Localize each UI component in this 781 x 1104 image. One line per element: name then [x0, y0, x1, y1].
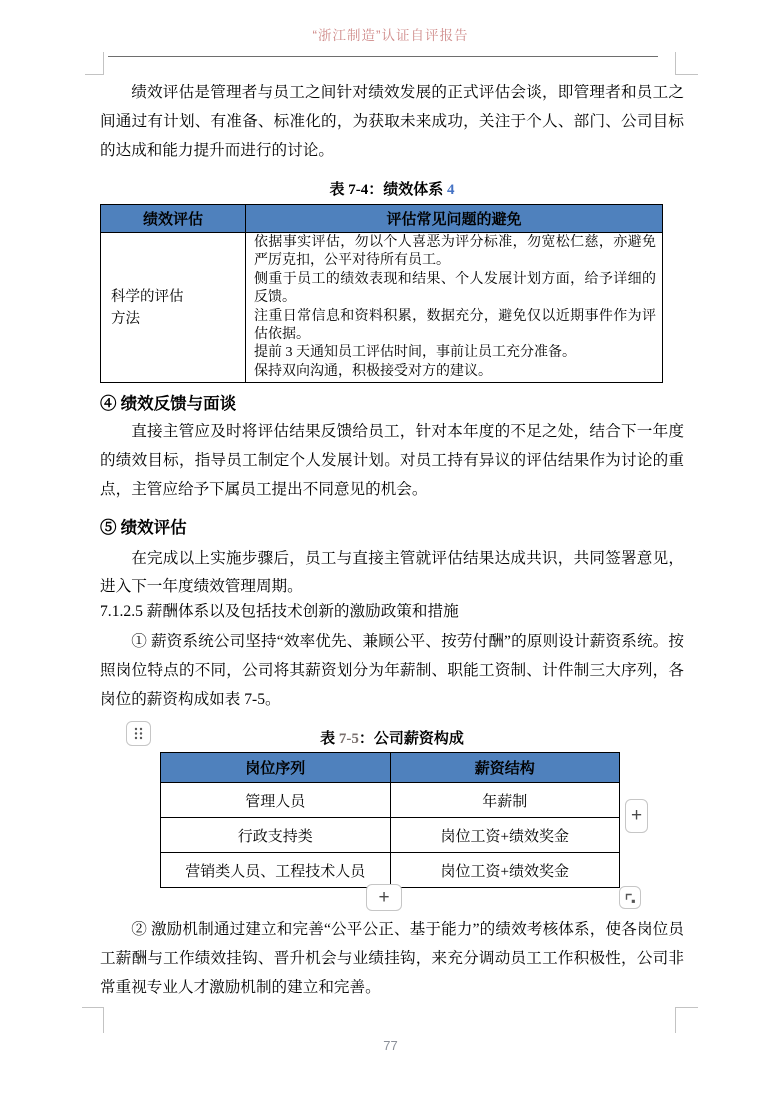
position-cell: 管理人员	[161, 783, 391, 818]
text-boundary-mark-bottom-left	[82, 1007, 104, 1033]
position-cell: 行政支持类	[161, 818, 391, 853]
section-7125-title: 薪酬体系以及包括技术创新的激励政策和措施	[146, 603, 459, 620]
table-7-5	[160, 752, 620, 888]
criteria-item: 提前 3 天通知员工评估时间，事前让员工充分准备。	[254, 345, 576, 361]
corner-resize-icon	[623, 891, 637, 905]
table-row	[161, 783, 620, 818]
plus-icon: +	[378, 886, 390, 908]
plus-icon: +	[630, 805, 643, 826]
header-rule	[108, 56, 658, 57]
table-row	[161, 853, 620, 888]
incentive-paragraph: ② 激励机制通过建立和完善“公平公正、基于能力”的绩效考核体系，使各岗位员工薪酬与工作绩效挂钩、晋升机会与业绩挂钩，来充分调动员工工作积极性，公司非常重视专业人才激励机制的建立和完善。	[100, 921, 684, 996]
intro-paragraph: 绩效评估是管理者与员工之间针对绩效发展的正式评估会谈，即管理者和员工之间通过有计划、有准备、标准化的，为获取未来成功，关注于个人、部门、公司目标的达成和能力提升而进行的讨论。	[100, 84, 684, 159]
criteria-item: 侧重于员工的绩效表现和结果、个人发展计划方面，给予详细的反馈。	[254, 271, 656, 306]
section-5-heading	[100, 514, 684, 538]
table-7-4-header-col1: 绩效评估	[101, 205, 246, 233]
table-7-4-header-col2: 评估常见问题的避免	[246, 205, 663, 233]
text-boundary-mark-bottom-right	[675, 1007, 698, 1033]
table-7-4-row-label	[101, 233, 246, 383]
table-7-4-caption-ref: 4	[447, 182, 455, 198]
table-row	[101, 233, 663, 383]
table-row	[101, 205, 663, 233]
table-7-5-caption-suffix: ：公司薪资构成	[358, 731, 464, 747]
structure-cell: 岗位工资+绩效奖金	[390, 818, 620, 853]
criteria-item: 依据事实评估，勿以个人喜恶为评分标准，勿宽松仁慈，亦避免严厉克扣，公平对待所有员工。	[254, 235, 656, 269]
text-boundary-mark-top-left	[85, 52, 104, 75]
table-resize-button[interactable]	[619, 886, 641, 909]
table-7-4-items-cell	[246, 233, 663, 383]
criteria-item: 注重日常信息和资料积累，数据充分，避免仅以近期事件作为评估依据。	[254, 308, 656, 343]
section-5-marker: ⑤	[100, 518, 117, 537]
section-4-paragraph: 直接主管应及时将评估结果反馈给员工，针对本年度的不足之处，结合下一年度的绩效目标，指导员工制定个人发展计划。对员工持有异议的评估结果作为讨论的重点，主管应给予下属员工提出不同意见的机会。	[100, 423, 684, 498]
table-7-4	[100, 204, 663, 383]
text-boundary-mark-top-right	[675, 52, 698, 75]
section-4-title: 绩效反馈与面谈	[120, 394, 237, 413]
table-row	[161, 818, 620, 853]
structure-cell: 年薪制	[390, 783, 620, 818]
row-label-line: 科学的评估	[111, 288, 184, 305]
table-7-4-caption-text: 表 7-4：绩效体系	[329, 182, 447, 198]
position-cell: 营销类人员、工程技术人员	[161, 853, 391, 888]
structure-cell: 岗位工资+绩效奖金	[390, 853, 620, 888]
criteria-item: 保持双向沟通，积极接受对方的建议。	[254, 363, 492, 379]
section-7125-heading	[100, 599, 684, 621]
table-row	[161, 753, 620, 783]
table-7-5-header-col2: 薪资结构	[390, 753, 620, 783]
row-label-line: 方法	[111, 310, 140, 327]
add-column-button[interactable]	[625, 799, 648, 833]
section-5-title: 绩效评估	[120, 518, 187, 537]
salary-paragraph: ① 薪资系统公司坚持“效率优先、兼顾公平、按劳付酬”的原则设计薪资系统。按照岗位特点的不同，公司将其薪资划分为年薪制、职能工资制、计件制三大序列，各岗位的薪资构成如表 7-5。	[100, 633, 684, 708]
section-5-paragraph: 在完成以上实施步骤后，员工与直接主管就评估结果达成共识，共同签署意见，进入下一年度绩效管理周期。	[100, 550, 684, 595]
add-row-button[interactable]	[366, 884, 402, 911]
section-4-heading	[100, 390, 684, 414]
table-7-5-caption-num: 7-5	[338, 731, 359, 747]
document-header-title: “浙江制造”认证自评报告	[312, 28, 469, 43]
table-7-5-caption	[100, 727, 684, 748]
page-number: 77	[383, 1038, 398, 1053]
section-7125-number: 7.1.2.5	[100, 603, 143, 620]
table-7-4-caption	[100, 178, 684, 199]
section-4-marker: ④	[100, 394, 117, 413]
table-7-5-caption-prefix: 表	[320, 731, 339, 747]
table-7-5-header-col1: 岗位序列	[161, 753, 391, 783]
